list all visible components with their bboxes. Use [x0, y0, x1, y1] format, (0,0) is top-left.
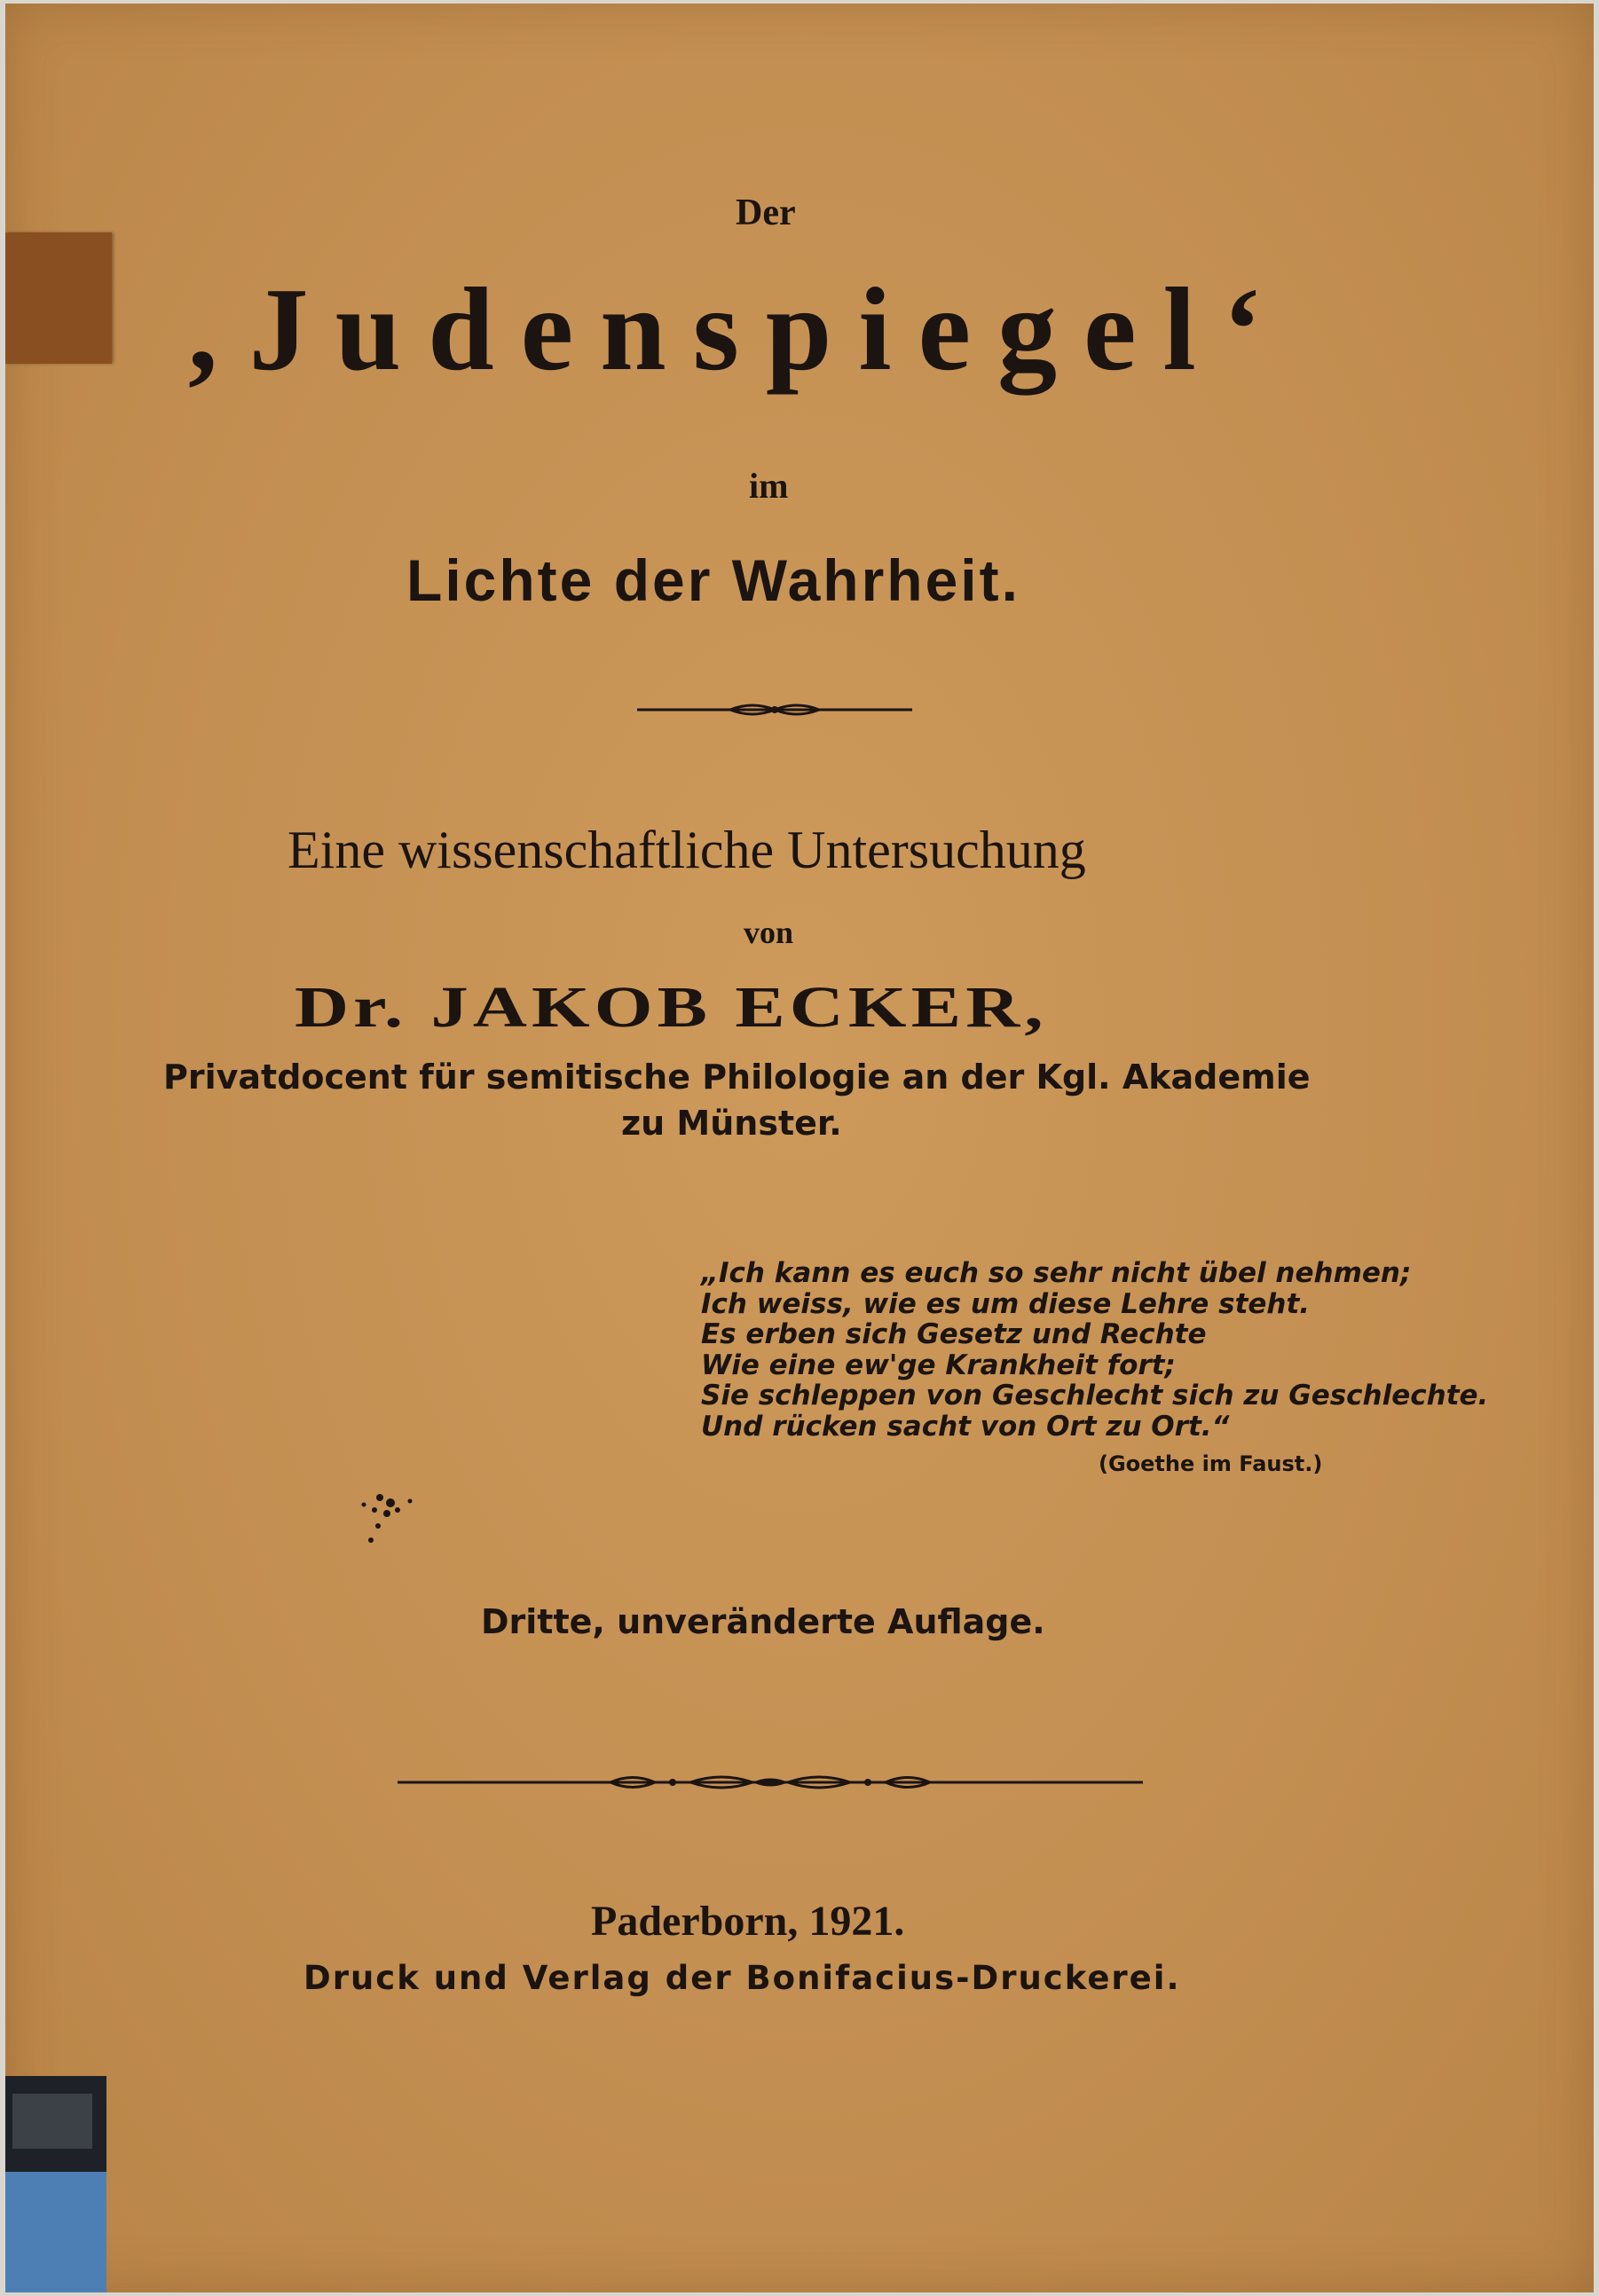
ornament-divider-top [637, 699, 912, 720]
book-subtitle: Lichte der Wahrheit. [406, 547, 1020, 613]
epigraph [701, 1258, 1488, 1442]
author-affiliation-line2: zu Münster. [621, 1104, 842, 1143]
book-cover [5, 4, 1594, 2292]
epigraph-line: Ich weiss, wie es um diese Lehre steht. [701, 1287, 1311, 1320]
description: Eine wissenschaftliche Untersuchung [288, 821, 1086, 879]
author-name: Dr. JAKOB ECKER, [295, 975, 1048, 1040]
publisher: Druck und Verlag der Bonifacius-Druckerei. [303, 1959, 1181, 1997]
spine-tab-top [5, 232, 112, 364]
epigraph-line: „Ich kann es euch so sehr nicht übel nehmen; [701, 1257, 1412, 1289]
epigraph-attribution: (Goethe im Faust.) [1099, 1451, 1323, 1476]
place-year: Paderborn, 1921. [591, 1898, 905, 1945]
library-label-blue [5, 2172, 106, 2292]
epigraph-line: Es erben sich Gesetz und Rechte [701, 1318, 1207, 1350]
title-connector: im [749, 466, 789, 506]
epigraph-line: Und rücken sacht von Ort zu Ort.“ [701, 1410, 1230, 1443]
epigraph-line: Sie schleppen von Geschlecht sich zu Geschlechte. [701, 1380, 1489, 1411]
ink-speck [353, 1483, 424, 1554]
edition: Dritte, unveränderte Auflage. [481, 1602, 1045, 1641]
author-affiliation-line1: Privatdocent für semitische Philologie an der Kgl. Akademie [163, 1058, 1311, 1097]
epigraph-line: Wie eine ew'ge Krankheit fort; [701, 1349, 1176, 1381]
book-title: ‚Judenspiegel‘ [183, 263, 1289, 395]
ornament-divider-bottom [398, 1769, 1143, 1796]
pretitle: Der [736, 193, 796, 233]
library-label [12, 2094, 92, 2149]
by-word: von [744, 915, 794, 950]
